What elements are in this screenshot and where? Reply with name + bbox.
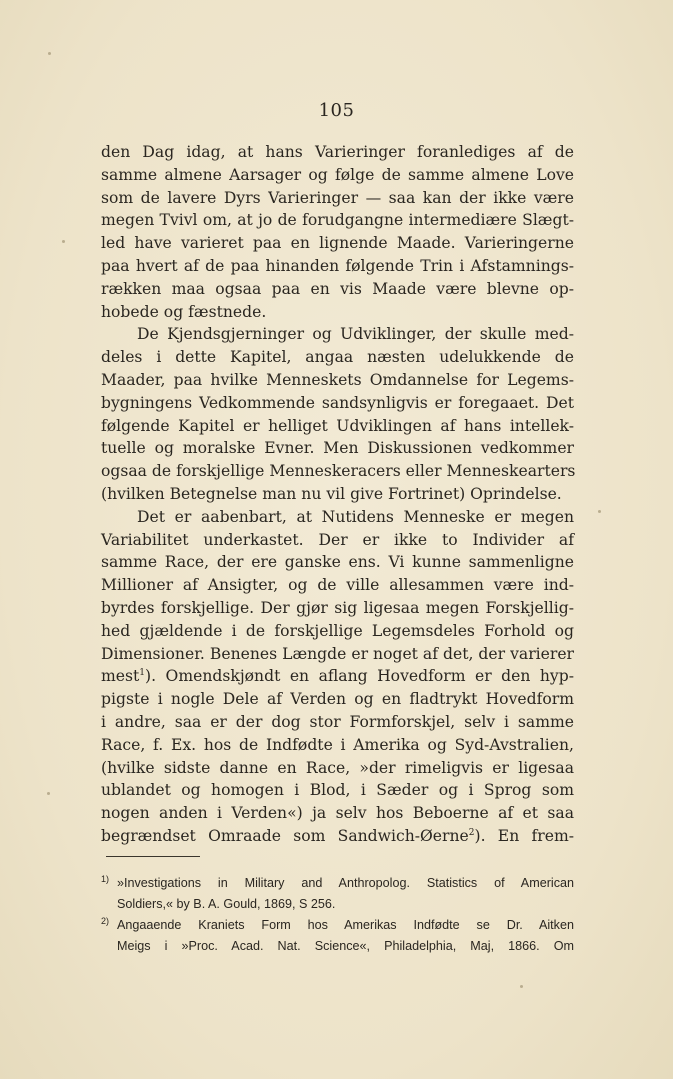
text-line: led have varieret paa en lignende Maade. Varieringerne: [101, 234, 574, 253]
footnote-ref: 1: [139, 668, 146, 679]
text-line: (hvilke sidste danne en Race, »der rimeligvis er ligesaa: [101, 758, 574, 777]
text-line: De Kjendsgjerninger og Udviklinger, der skulle med-: [137, 325, 574, 344]
text-line: megen Tvivl om, at jo de forudgangne intermediære Slægt-: [101, 211, 574, 230]
text-fragment: mest: [101, 667, 140, 686]
text-line: bygningens Vedkommende sandsynligvis er foregaaet. Det: [101, 393, 574, 412]
text-fragment: ). En frem-: [474, 826, 575, 845]
text-line: Variabilitet underkastet. Der er ikke to Individer af: [101, 530, 574, 549]
text-line: pigste i nogle Dele af Verden og en fladtrykt Hovedform: [101, 690, 574, 709]
footnote-line: 2) Angaaende Kraniets Form hos Amerikas Indfødte se Dr. Aitken: [101, 916, 574, 932]
text-line: samme almene Aarsager og følge de samme almene Love: [101, 165, 574, 184]
footnotes: [101, 873, 574, 957]
footnote-line: 1) »Investigations in Military and Anthropolog. Statistics of American: [101, 874, 574, 890]
text-line: Maader, paa hvilke Menneskets Omdannelse for Legems-: [101, 370, 574, 389]
paper-speck: [48, 52, 51, 55]
text-line: paa hvert af de paa hinanden følgende Trin i Afstamnings-: [101, 256, 574, 275]
text-line: den Dag idag, at hans Varieringer foranlediges af de: [101, 143, 574, 161]
text-line: som de lavere Dyrs Varieringer — saa kan der ikke være: [101, 188, 574, 207]
text-line: hobede og fæstnede.: [101, 302, 267, 321]
text-line: Millioner af Ansigter, og de ville allesammen være ind-: [101, 576, 574, 595]
text-line: [101, 665, 574, 688]
text-line: byrdes forskjellige. Der gjør sig ligesaa megen Forskjellig-: [101, 598, 574, 617]
paper-speck: [47, 792, 50, 795]
text-fragment: ). Omendskjøndt en aflang Hovedform er den hyp-: [145, 667, 574, 686]
footnote-divider: [106, 856, 200, 857]
text-line: [101, 825, 574, 848]
text-fragment: begrændset Omraade som Sandwich-Øerne: [101, 826, 469, 845]
footnote-line: Soldiers,« by B. A. Gould, 1869, S 256.: [117, 897, 336, 911]
text-line: følgende Kapitel er helliget Udviklingen af hans intellek-: [101, 416, 574, 435]
footnote-line: Meigs i »Proc. Acad. Nat. Science«, Philadelphia, Maj, 1866. Om: [117, 939, 574, 953]
text-line: nogen anden i Verden«) ja selv hos Beboerne af et saa: [101, 804, 574, 823]
text-line: hed gjældende i de forskjellige Legemsdeles Forhold og: [101, 621, 574, 640]
text-line: ogsaa de forskjellige Menneskeracers eller Menneskearters: [101, 462, 576, 481]
footnote-text: Angaaende Kraniets Form hos Amerikas Indfødte se Dr. Aitken: [117, 918, 574, 932]
paper-speck: [62, 240, 65, 243]
paper-speck: [598, 510, 601, 513]
text-line: deles i dette Kapitel, angaa næsten udelukkende de: [101, 348, 574, 367]
text-line: Det er aabenbart, at Nutidens Menneske er megen: [137, 507, 574, 526]
text-line: Race, f. Ex. hos de Indfødte i Amerika og Syd-Avstralien,: [101, 735, 574, 754]
text-line: samme Race, der ere ganske ens. Vi kunne sammenligne: [101, 553, 574, 572]
paper-speck: [520, 985, 523, 988]
text-line: Dimensioner. Benenes Længde er noget af det, der varierer: [101, 644, 574, 663]
text-line: ublandet og homogen i Blod, i Sæder og i Sprog som: [101, 781, 574, 800]
text-line: (hvilken Betegnelse man nu vil give Fortrinet) Oprindelse.: [101, 484, 562, 503]
footnote-ref: 2: [468, 827, 475, 838]
text-line: tuelle og moralske Evner. Men Diskussionen vedkommer: [101, 439, 574, 458]
page-number: 105: [318, 100, 355, 121]
body-text: [101, 141, 574, 848]
text-line: i andre, saa er der dog stor Formforskjel, selv i samme: [101, 712, 574, 731]
footnote-text: »Investigations in Military and Anthropolog. Statistics of American: [117, 876, 574, 890]
text-line: rækken maa ogsaa paa en vis Maade være blevne op-: [101, 279, 574, 298]
